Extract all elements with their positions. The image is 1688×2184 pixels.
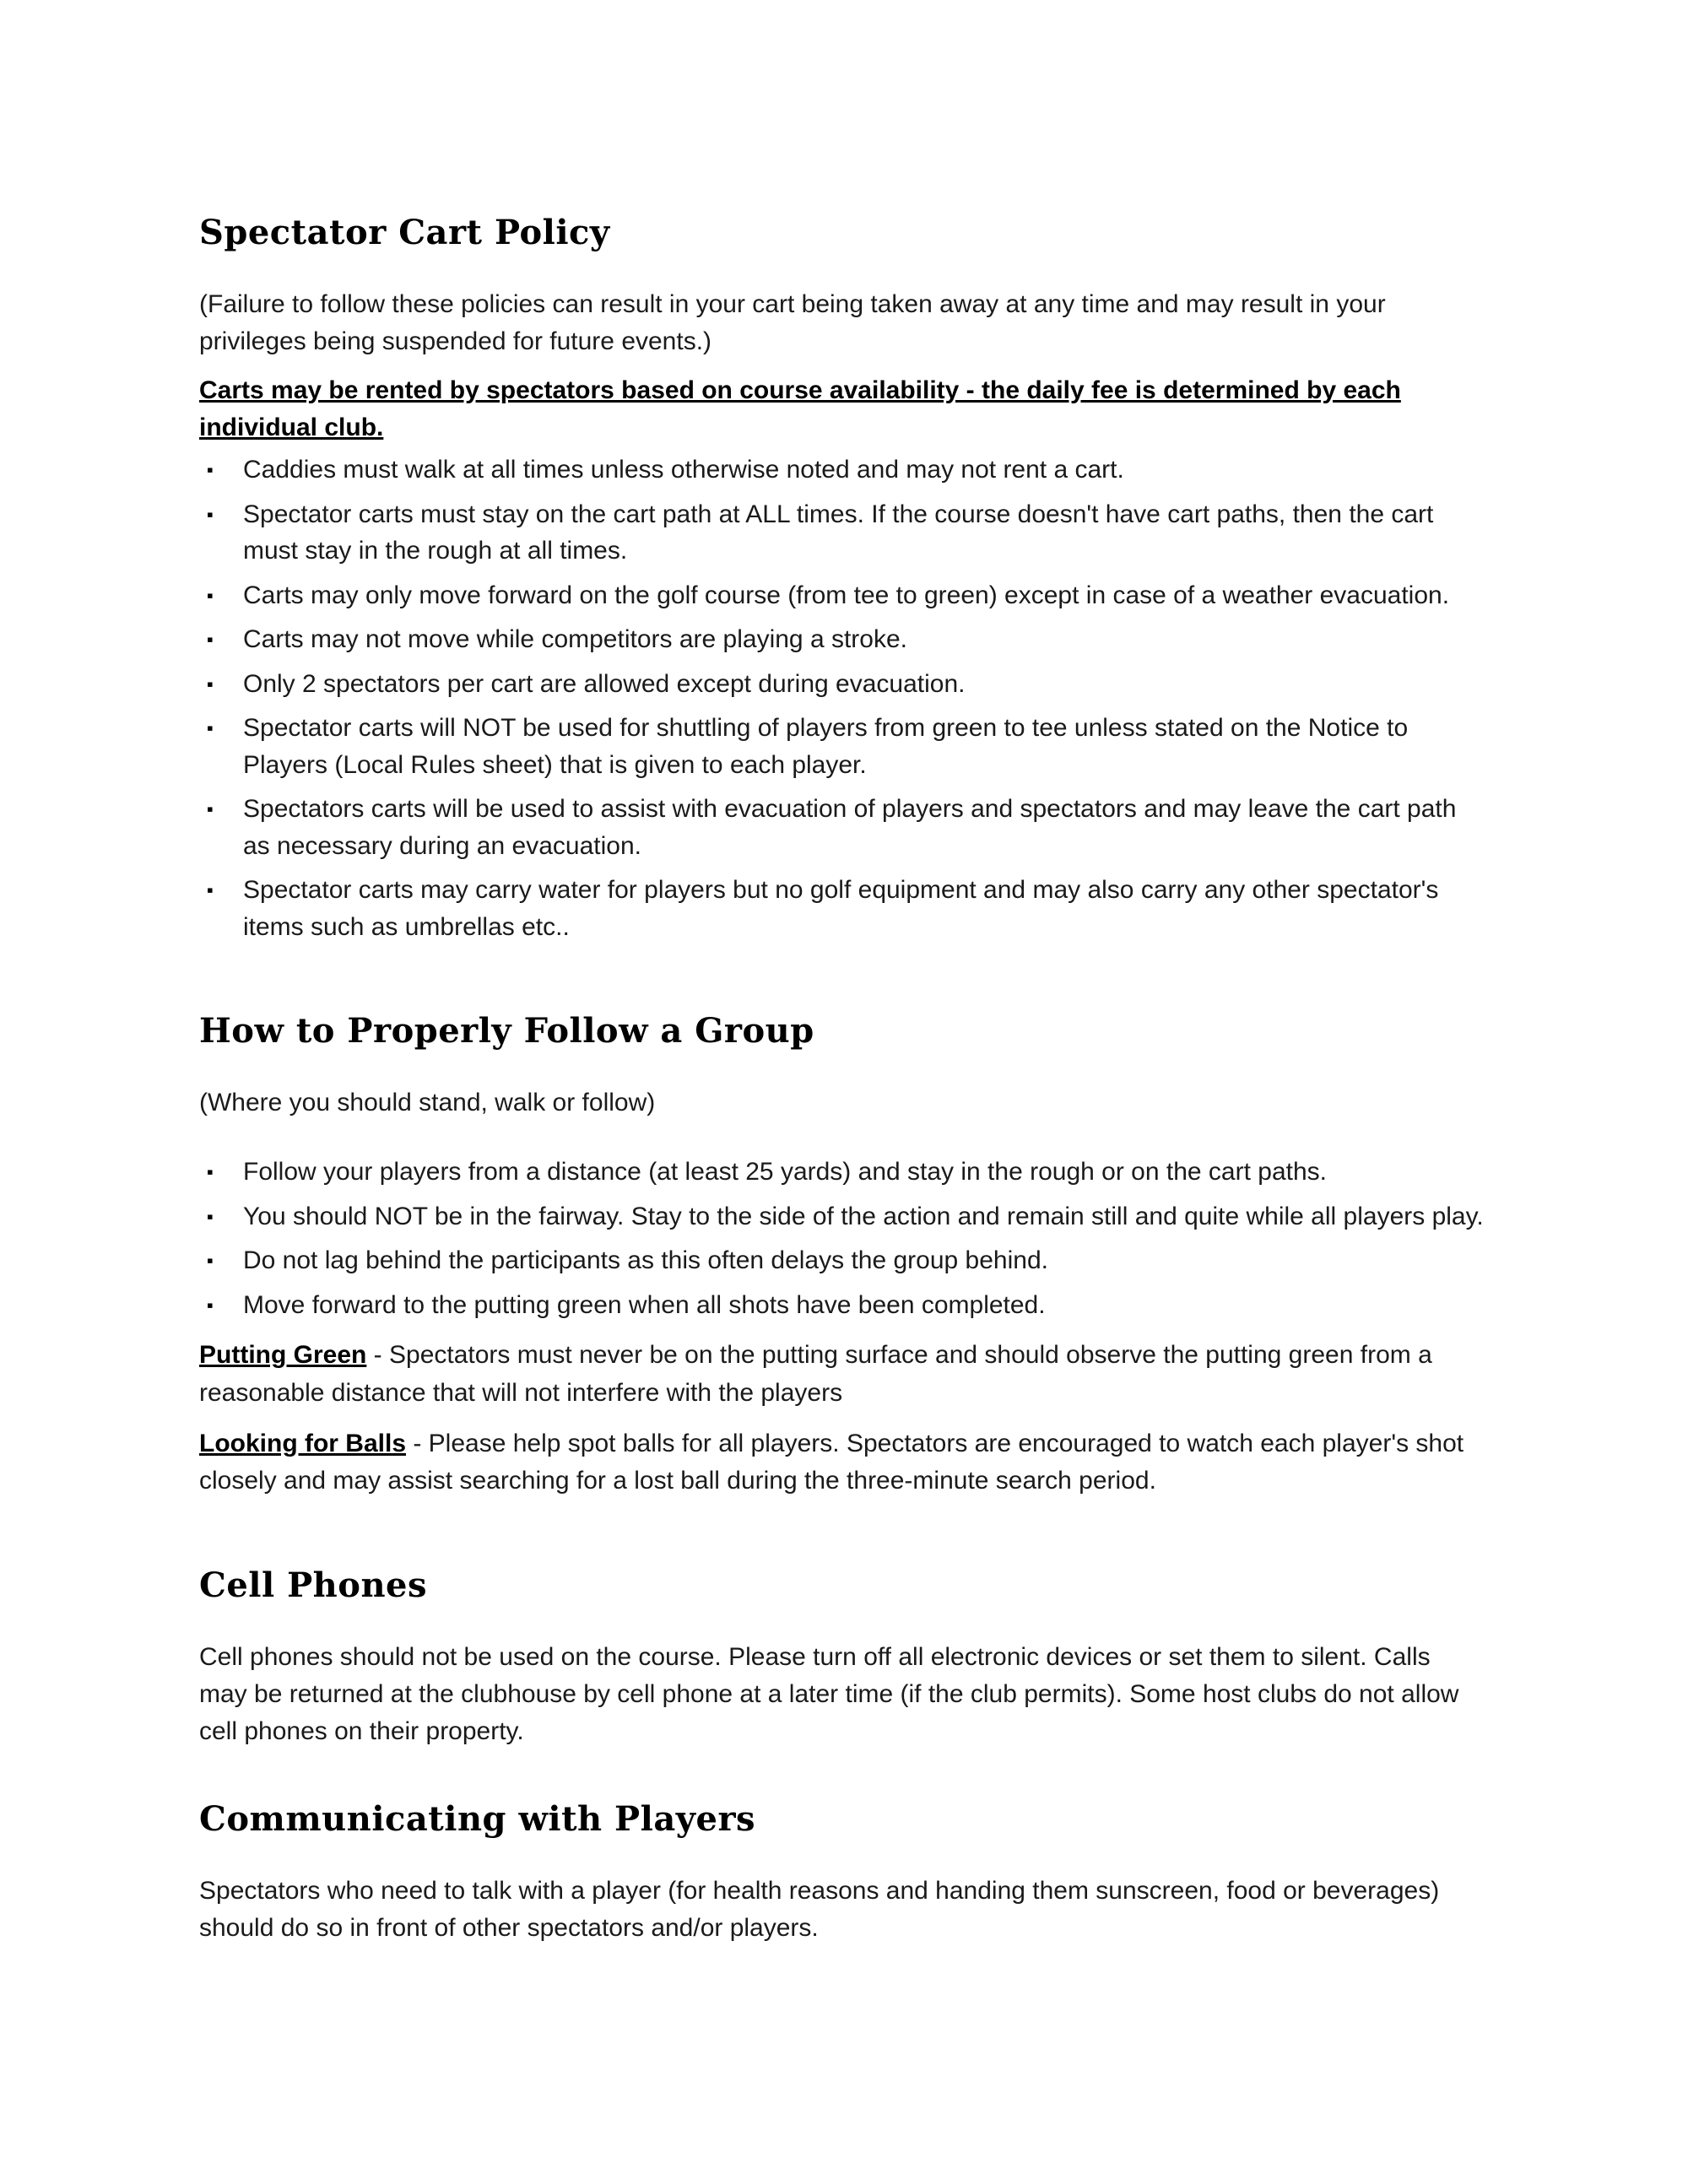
list-item-text: Carts may not move while competitors are playing a stroke. [243, 625, 907, 654]
list-item [199, 496, 1484, 570]
bullet-list [199, 451, 1484, 945]
section-spectator-cart-policy [199, 213, 1484, 945]
bullet-square-icon: ▪ [207, 1205, 214, 1227]
list-item [199, 1242, 1484, 1279]
bullet-square-icon: ▪ [207, 1161, 214, 1183]
list-item-text: Follow your players from a distance (at least 25 yards) and stay in the rough or on the cart paths. [243, 1158, 1327, 1187]
list-item [199, 872, 1484, 945]
bullet-square-icon: ▪ [207, 879, 214, 901]
section-heading: Cell Phones [199, 1565, 427, 1605]
list-item-text: Spectator carts must stay on the cart path at ALL times. If the course doesn't have cart paths, then the cart must stay in the rough at all times. [243, 500, 1434, 565]
list-item [199, 621, 1484, 658]
list-item-text: Carts may only move forward on the golf course (from tee to green) except in case of a weather evacuation. [243, 581, 1450, 609]
section-heading: Spectator Cart Policy [199, 213, 610, 252]
body-paragraph: Cell phones should not be used on the course. Please turn off all electronic devices or set them to silent. Calls may be returned at the clubhouse by cell phone at a later time (if the club permits). Some host clubs do not allow cell phones on their property. [199, 1642, 1459, 1746]
list-item [199, 791, 1484, 864]
emphasis-paragraph: Carts may be rented by spectators based on course availability - the daily fee is determined by each individual club. [199, 376, 1401, 442]
list-item-text: Spectator carts will NOT be used for shuttling of players from green to tee unless stated on the Notice to Players (Local Rules sheet) that is given to each player. [243, 714, 1409, 779]
bullet-square-icon: ▪ [207, 1294, 214, 1316]
list-item-text: Caddies must walk at all times unless otherwise noted and may not rent a cart. [243, 456, 1124, 484]
section-cell-phones [199, 1565, 1484, 1750]
note-text: - Please help spot balls for all players. Spectators are encouraged to watch each player's shot closely and may assist searching for a lost ball during the three-minute search period. [199, 1429, 1464, 1495]
list-item [199, 451, 1484, 489]
list-item-text: You should NOT be in the fairway. Stay to the side of the action and remain still and quite while all players play. [243, 1202, 1484, 1230]
list-item [199, 710, 1484, 783]
list-item [199, 1198, 1484, 1235]
bullet-square-icon: ▪ [207, 584, 214, 606]
list-item-text: Do not lag behind the participants as this often delays the group behind. [243, 1246, 1048, 1275]
bullet-square-icon: ▪ [207, 717, 214, 739]
note-lead: Putting Green [199, 1341, 367, 1370]
list-item-text: Move forward to the putting green when all shots have been completed. [243, 1290, 1046, 1319]
list-item-text: Spectator carts may carry water for players but no golf equipment and may also carry any other spectator's items such as umbrellas etc.. [243, 876, 1439, 941]
note-lead: Looking for Balls [199, 1429, 407, 1457]
note-text: - Spectators must never be on the putting surface and should observe the putting green from a reasonable distance that will not interfere with the players [199, 1341, 1432, 1407]
intro-paragraph: (Where you should stand, walk or follow) [199, 1089, 656, 1117]
bullet-square-icon: ▪ [207, 673, 214, 695]
section-heading: Communicating with Players [199, 1799, 756, 1840]
note-paragraph-looking-for-balls [199, 1425, 1484, 1500]
list-item [199, 666, 1484, 703]
list-item-text: Spectators carts will be used to assist with evacuation of players and spectators and may leave the cart path as necessary during an evacuation. [243, 795, 1457, 860]
section-how-to-follow-a-group [199, 1011, 1484, 1499]
list-item [199, 577, 1484, 614]
intro-paragraph: (Failure to follow these policies can result in your cart being taken away at any time and may result in your privileges being suspended for future events.) [199, 290, 1386, 356]
list-item [199, 1287, 1484, 1324]
section-heading: How to Properly Follow a Group [199, 1011, 814, 1051]
body-paragraph: Spectators who need to talk with a player (for health reasons and handing them sunscreen, food or beverages) should do so in front of other spectators and/or players. [199, 1877, 1440, 1943]
section-communicating-with-players [199, 1799, 1484, 1947]
bullet-square-icon: ▪ [207, 798, 214, 820]
bullet-square-icon: ▪ [207, 1250, 214, 1272]
bullet-square-icon: ▪ [207, 503, 214, 525]
note-paragraph-putting-green [199, 1337, 1484, 1411]
list-item [199, 1154, 1484, 1191]
bullet-square-icon: ▪ [207, 459, 214, 481]
bullet-square-icon: ▪ [207, 629, 214, 651]
bullet-list [199, 1154, 1484, 1323]
spacer [199, 1133, 1484, 1154]
list-item-text: Only 2 spectators per cart are allowed except during evacuation. [243, 669, 966, 698]
